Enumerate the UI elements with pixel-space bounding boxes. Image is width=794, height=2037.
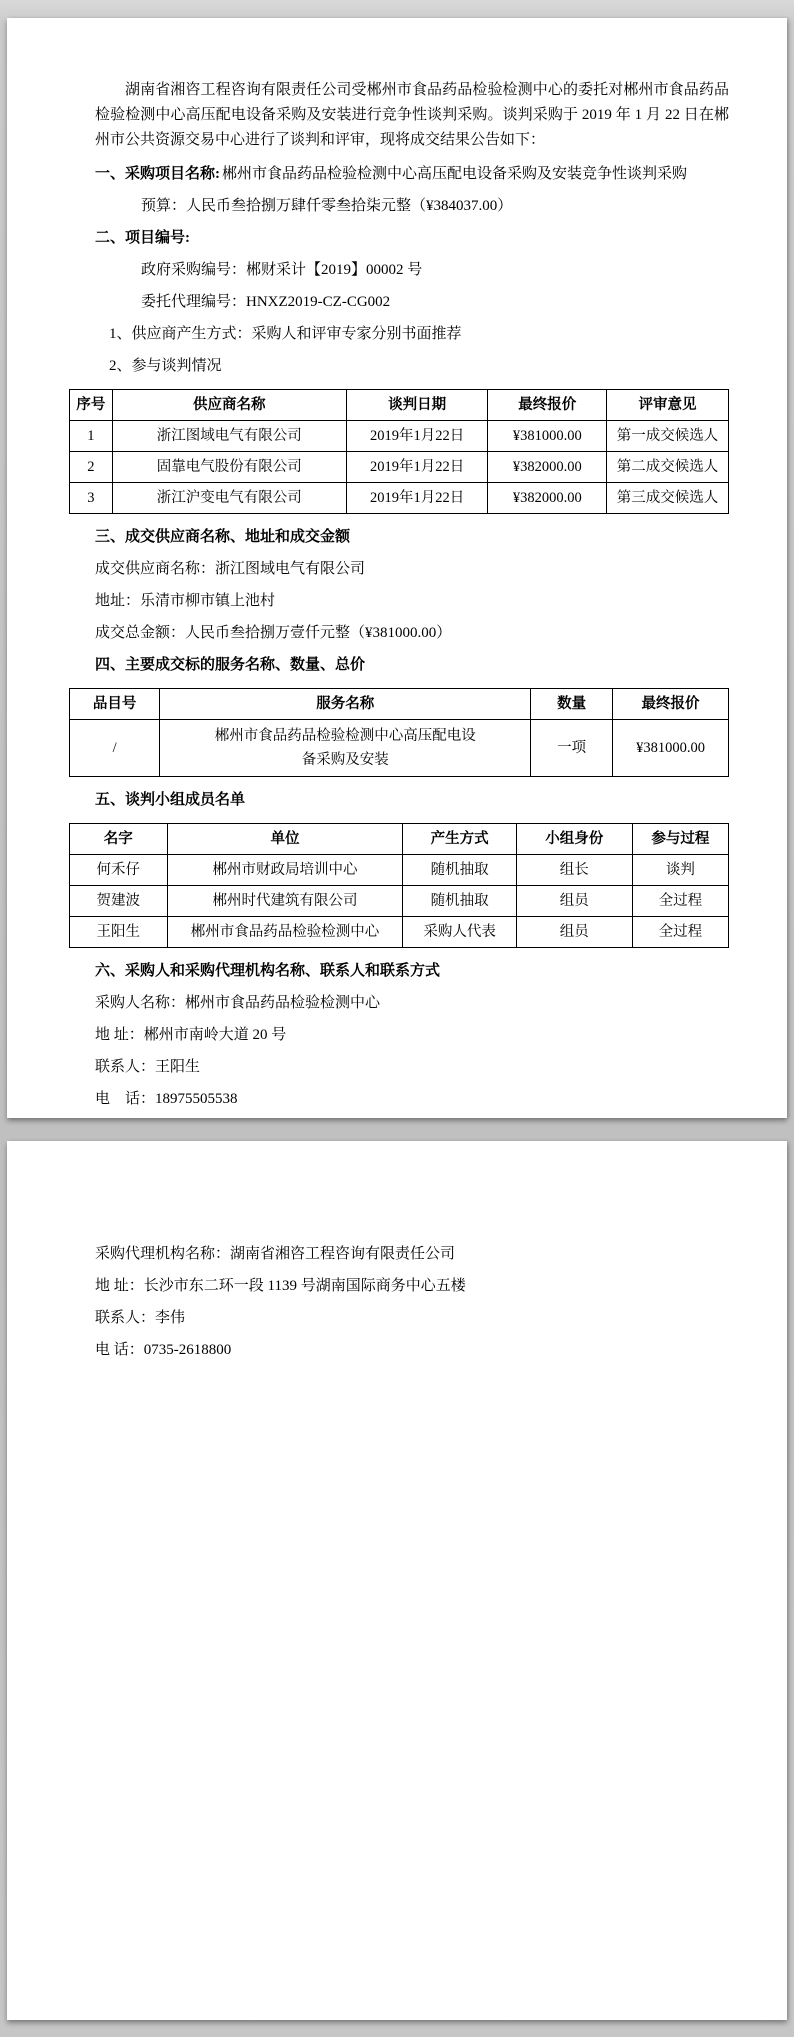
table-header-row [70,689,729,720]
column-header: 供应商名称 [112,390,346,421]
section6-heading: 六、采购人和采购代理机构名称、联系人和联系方式 [95,963,441,979]
table-cell: 2 [70,452,113,483]
agency-phone: 电 话：0735-2618800 [95,1342,232,1358]
column-header: 名字 [70,824,168,855]
table-header-row [70,824,729,855]
negotiation-participation-item: 2、参与谈判情况 [109,358,222,374]
table-cell: 第二成交候选人 [607,452,729,483]
column-header: 最终报价 [613,689,729,720]
buyer-address: 地 址：郴州市南岭大道 20 号 [95,1027,287,1043]
table-cell: 浙江沪变电气有限公司 [112,483,346,514]
table-row [70,720,729,777]
table-cell: / [70,720,160,777]
table-cell: 郴州时代建筑有限公司 [167,886,403,917]
table-cell: 2019年1月22日 [346,483,488,514]
table-cell: ¥382000.00 [488,483,607,514]
table-cell: 组长 [516,855,632,886]
table-row [70,917,729,948]
section1-budget: 预算：人民币叁拾捌万肆仟零叁拾柒元整（¥384037.00） [141,198,513,214]
section4-heading: 四、主要成交标的服务名称、数量、总价 [95,657,366,673]
section3-heading: 三、成交供应商名称、地址和成交金额 [95,529,351,545]
table-cell: 2019年1月22日 [346,452,488,483]
service-table [69,688,729,777]
table-row [70,886,729,917]
agency-address: 地 址：长沙市东二环一段 1139 号湖南国际商务中心五楼 [95,1278,466,1294]
section1-heading: 一、采购项目名称: [95,166,220,182]
column-header: 序号 [70,390,113,421]
table-cell: 王阳生 [70,917,168,948]
table-cell: 郴州市财政局培训中心 [167,855,403,886]
table-cell: 3 [70,483,113,514]
section1-project-name: 郴州市食品药品检验检测中心高压配电设备采购及安装竞争性谈判采购 [222,166,688,182]
panel-members-table [69,823,729,948]
column-header: 单位 [167,824,403,855]
column-header: 评审意见 [607,390,729,421]
page1-content [69,18,729,1109]
winning-supplier-name: 成交供应商名称：浙江图域电气有限公司 [95,561,366,577]
winning-supplier-address: 地址：乐清市柳市镇上池村 [95,593,276,609]
intro-paragraph: 湖南省湘咨工程咨询有限责任公司受郴州市食品药品检验检测中心的委托对郴州市食品药品检验检测中心高压配电设备采购及安装进行竞争性谈判采购。谈判采购于 2019 年 1 月 22 日在郴州市公共资源交易中心进行了谈判和评审，现将成交结果公告如下： [95,82,729,148]
document-page-1 [7,18,787,1118]
table-cell: 随机抽取 [403,886,516,917]
column-header: 谈判日期 [346,390,488,421]
table-cell: 第三成交候选人 [607,483,729,514]
column-header: 品目号 [70,689,160,720]
table-cell: 浙江图域电气有限公司 [112,421,346,452]
buyer-name: 采购人名称：郴州市食品药品检验检测中心 [95,995,381,1011]
table-cell: 2019年1月22日 [346,421,488,452]
table-cell: 采购人代表 [403,917,516,948]
column-header: 最终报价 [488,390,607,421]
table-header-row [70,390,729,421]
page2-content [69,1141,729,1360]
table-cell: 全过程 [632,886,728,917]
column-header: 服务名称 [160,689,531,720]
column-header: 小组身份 [516,824,632,855]
table-cell: ¥381000.00 [488,421,607,452]
table-row [70,452,729,483]
table-cell: 第一成交候选人 [607,421,729,452]
agency-entrust-code: 委托代理编号：HNXZ2019-CZ-CG002 [141,294,391,310]
section1-heading-line [95,165,729,184]
column-header: 数量 [531,689,613,720]
table-cell: ¥382000.00 [488,452,607,483]
table-row [70,483,729,514]
table-cell: 随机抽取 [403,855,516,886]
table-cell: 组员 [516,886,632,917]
table-row [70,855,729,886]
table-cell: 1 [70,421,113,452]
document-page-2 [7,1141,787,2020]
table-cell: ¥381000.00 [613,720,729,777]
column-header: 参与过程 [632,824,728,855]
table-cell: 郴州市食品药品检验检测中心高压配电设备采购及安装 [160,720,531,777]
agency-name: 采购代理机构名称：湖南省湘咨工程咨询有限责任公司 [95,1246,456,1262]
gov-procurement-code: 政府采购编号：郴财采计【2019】00002 号 [141,262,423,278]
winning-total-amount: 成交总金额：人民币叁拾捌万壹仟元整（¥381000.00） [95,625,452,641]
column-header: 产生方式 [403,824,516,855]
section5-heading: 五、谈判小组成员名单 [95,792,246,808]
table-cell: 谈判 [632,855,728,886]
table-cell: 郴州市食品药品检验检测中心 [167,917,403,948]
agency-contact: 联系人：李伟 [95,1310,186,1326]
section2-heading: 二、项目编号: [95,230,190,246]
table-cell: 固靠电气股份有限公司 [112,452,346,483]
participants-table [69,389,729,514]
buyer-phone: 电 话：18975505538 [95,1091,238,1107]
buyer-contact: 联系人：王阳生 [95,1059,201,1075]
table-cell: 一项 [531,720,613,777]
table-row [70,421,729,452]
table-cell: 全过程 [632,917,728,948]
table-cell: 何禾仔 [70,855,168,886]
table-cell: 贺建波 [70,886,168,917]
supplier-source-item: 1、供应商产生方式：采购人和评审专家分别书面推荐 [109,326,462,342]
table-cell: 组员 [516,917,632,948]
